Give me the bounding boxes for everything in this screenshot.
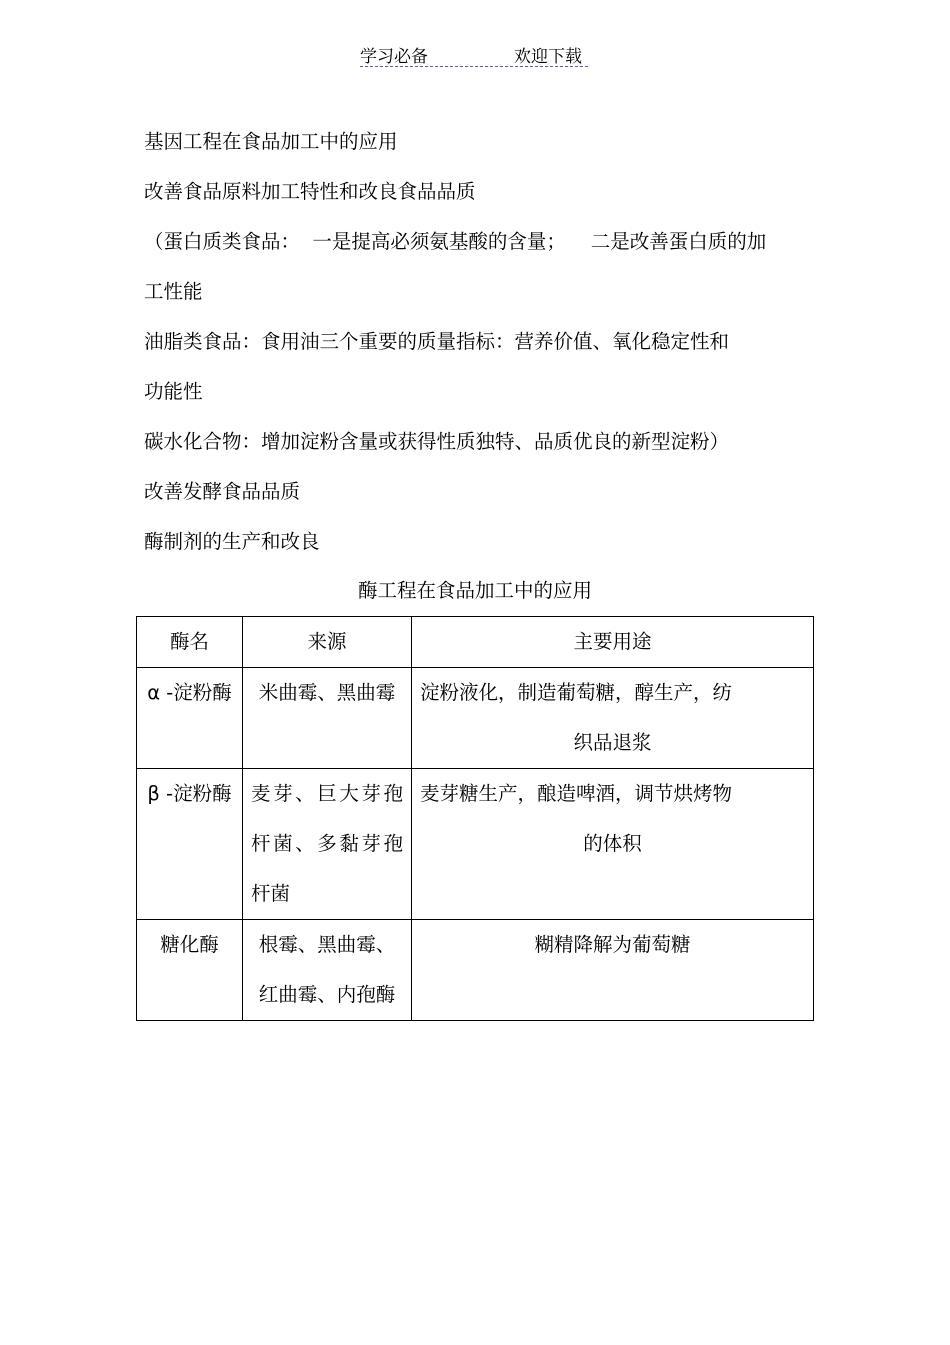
paragraph-line: 油脂类食品：食用油三个重要的质量指标：营养价值、氧化稳定性和 — [144, 330, 730, 353]
enzyme-use-line: 织品退浆 — [573, 731, 652, 754]
paragraph-line: 碳水化合物：增加淀粉含量或获得性质独特、品质优良的新型淀粉） — [144, 430, 730, 453]
enzyme-use-line: 糊精降解为葡萄糖 — [534, 933, 691, 956]
enzyme-use-cell — [412, 920, 814, 1021]
enzyme-name-cell: β -淀粉酶 — [137, 769, 243, 920]
column-header-name: 酶名 — [137, 617, 243, 668]
table-row — [137, 769, 814, 920]
paragraph-line: （蛋白质类食品： 一是提高必须氨基酸的含量； 二是改善蛋白质的加 — [144, 230, 767, 253]
enzyme-use-line: 麦芽糖生产，酿造啤酒，调节烘烤物 — [420, 782, 733, 805]
paragraph-line: 功能性 — [144, 380, 203, 403]
table-caption: 酶工程在食品加工中的应用 — [357, 579, 592, 602]
paragraph-line: 酶制剂的生产和改良 — [144, 530, 320, 553]
enzyme-name-cell: α -淀粉酶 — [137, 668, 243, 769]
column-header-source: 来源 — [243, 617, 412, 668]
table-header-row — [137, 617, 814, 668]
enzyme-use-cell — [412, 769, 814, 920]
paragraph-line: 基因工程在食品加工中的应用 — [144, 130, 398, 153]
enzyme-name-cell: 糖化酶 — [137, 920, 243, 1021]
enzyme-source-cell: 米曲霉、黑曲霉 — [243, 668, 412, 769]
enzyme-use-line: 的体积 — [583, 832, 642, 855]
header-left-text: 学习必备 — [360, 47, 428, 67]
enzyme-table — [136, 616, 814, 1021]
table-row — [137, 668, 814, 769]
enzyme-use-line: 淀粉液化，制造葡萄糖，醇生产，纺 — [420, 681, 733, 704]
enzyme-use-cell — [412, 668, 814, 769]
enzyme-source-cell: 根霉、黑曲霉、红曲霉、内孢酶 — [243, 920, 412, 1021]
header-right-text: 欢迎下载 — [514, 47, 582, 67]
page-header — [360, 40, 588, 67]
paragraph-line: 改善食品原料加工特性和改良食品品质 — [144, 180, 476, 203]
column-header-use: 主要用途 — [412, 617, 814, 668]
body-text — [144, 117, 814, 567]
enzyme-source-cell: 麦芽、巨大芽孢杆菌、多黏芽孢杆菌 — [243, 769, 412, 920]
table-row — [137, 920, 814, 1021]
paragraph-line: 改善发酵食品品质 — [144, 480, 301, 503]
paragraph-line: 工性能 — [144, 280, 203, 303]
